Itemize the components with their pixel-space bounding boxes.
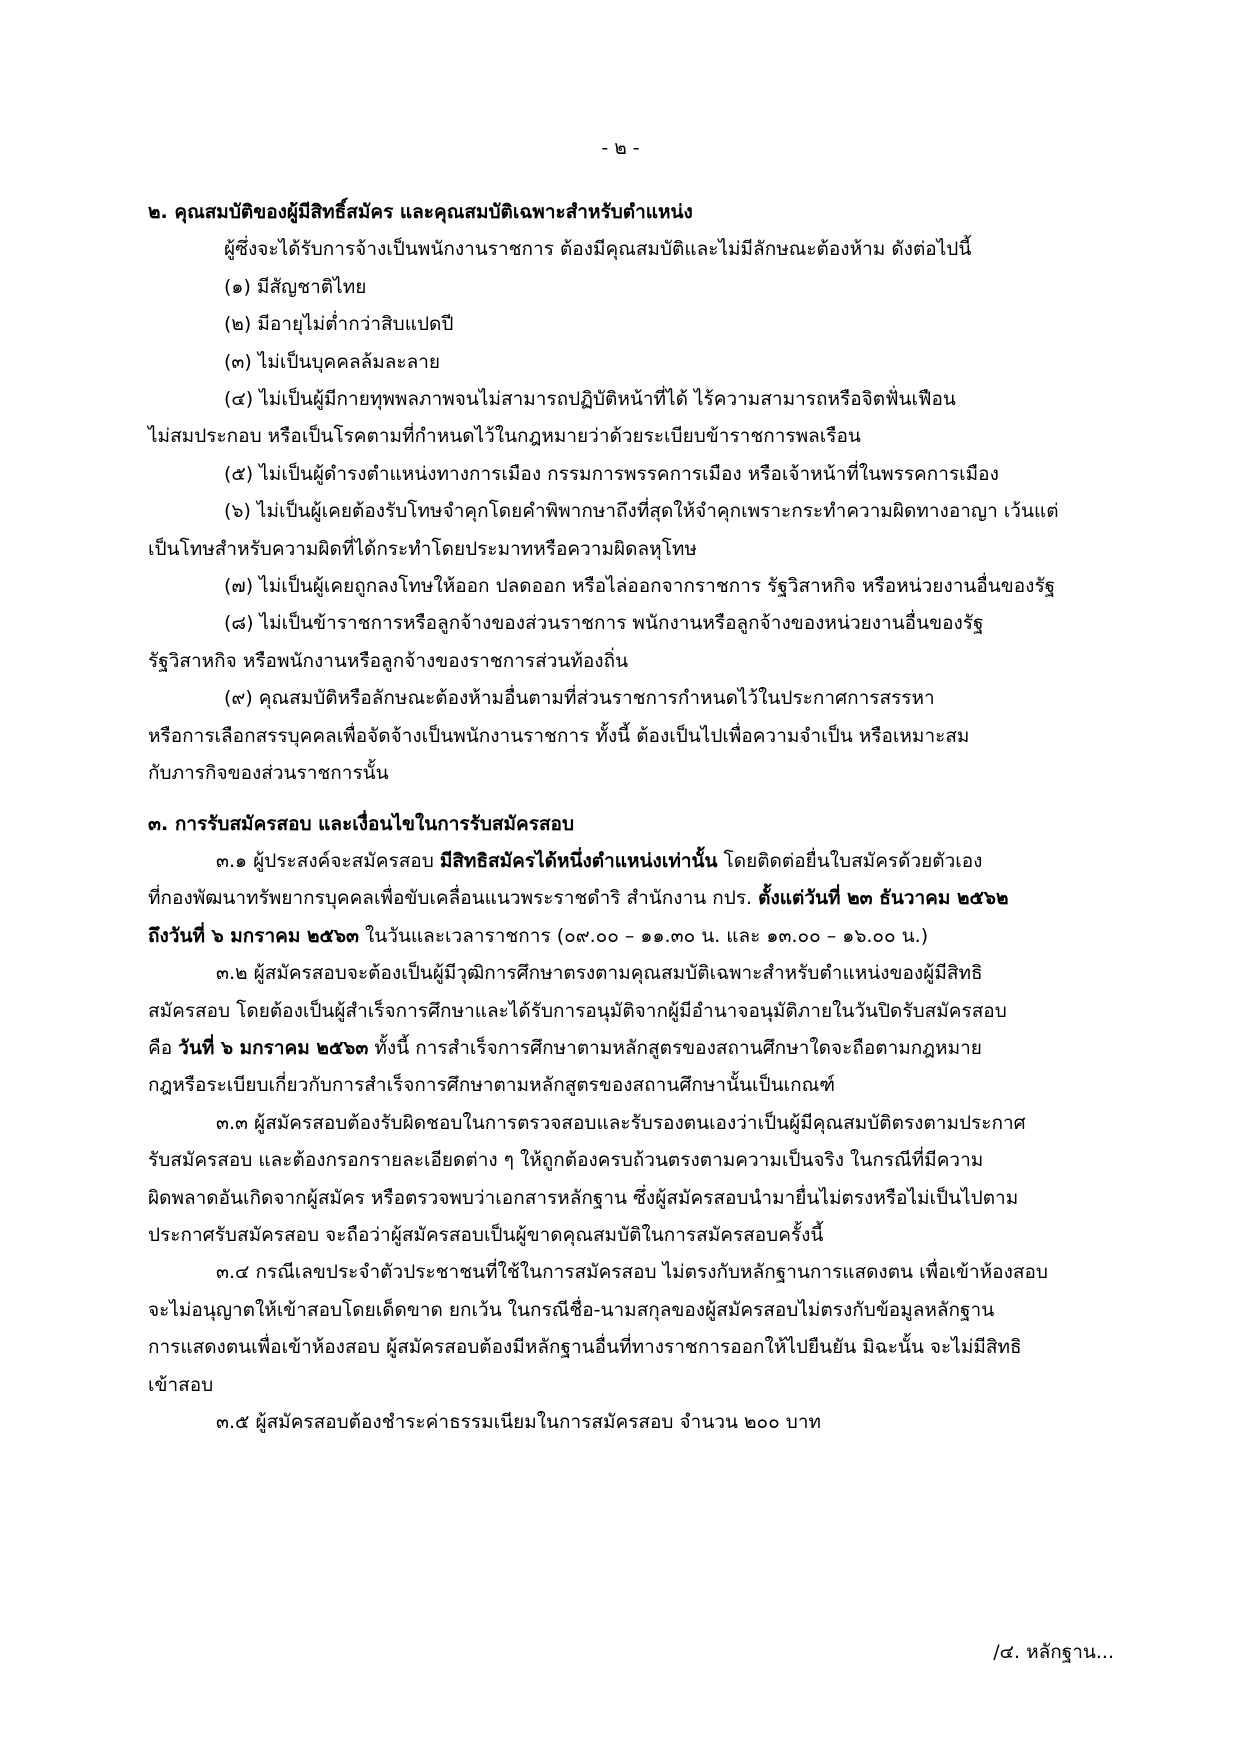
list-item: (๙) คุณสมบัติหรือลักษณะต้องห้ามอื่นตามที่ส่วนราชการกำหนดไว้ในประกาศการสรรหา — [224, 687, 935, 710]
list-item: (๗) ไม่เป็นผู้เคยถูกลงโทษให้ออก ปลดออก หรือไล่ออกจากราชการ รัฐวิสาหกิจ หรือหน่วยงานอื่นของรัฐ — [224, 575, 1056, 598]
text: ในวันและเวลาราชการ (๐๙.๐๐ – ๑๑.๓๐ น. และ ๑๓.๐๐ – ๑๖.๐๐ น.) — [358, 924, 929, 947]
list-item: (๓) ไม่เป็นบุคคลล้มละลาย — [224, 350, 441, 373]
list-item-continuation: เป็นโทษสำหรับความผิดที่ได้กระทำโดยประมาทหรือความผิดลหุโทษ — [148, 537, 697, 560]
paragraph-3-2-line: กฎหรือระเบียบเกี่ยวกับการสำเร็จการศึกษาตามหลักสูตรของสถานศึกษานั้นเป็นเกณฑ์ — [148, 1074, 835, 1097]
list-item-continuation: ไม่สมประกอบ หรือเป็นโรคตามที่กำหนดไว้ในกฎหมายว่าด้วยระเบียบข้าราชการพลเรือน — [148, 425, 861, 448]
text: ๓.๑ ผู้ประสงค์จะสมัครสอบ — [216, 849, 440, 872]
paragraph-3-2: ๓.๒ ผู้สมัครสอบจะต้องเป็นผู้มีวุฒิการศึกษาตรงตามคุณสมบัติเฉพาะสำหรับตำแหน่งของผู้มีสิทธิ — [216, 962, 983, 985]
list-item-continuation: รัฐวิสาหกิจ หรือพนักงานหรือลูกจ้างของราชการส่วนท้องถิ่น — [148, 649, 629, 672]
list-item: (๘) ไม่เป็นข้าราชการหรือลูกจ้างของส่วนราชการ พนักงานหรือลูกจ้างของหน่วยงานอื่นของรัฐ — [224, 612, 984, 635]
list-item: (๒) มีอายุไม่ต่ำกว่าสิบแปดปี — [224, 313, 454, 336]
paragraph-3-3-line: ประกาศรับสมัครสอบ จะถือว่าผู้สมัครสอบเป็นผู้ขาดคุณสมบัติในการสมัครสอบครั้งนี้ — [148, 1223, 824, 1246]
text: ที่กองพัฒนาทรัพยากรบุคคลเพื่อขับเคลื่อนแนวพระราชดำริ สำนักงาน กปร. — [148, 887, 759, 910]
emphasis-text: มีสิทธิสมัครได้หนึ่งตำแหน่งเท่านั้น — [439, 849, 718, 872]
paragraph-3-4: ๓.๔ กรณีเลขประจำตัวประชาชนที่ใช้ในการสมัครสอบ ไม่ตรงกับหลักฐานการแสดงตน เพื่อเข้าห้องสอบ — [216, 1261, 1048, 1284]
page-number: - ๒ - — [601, 137, 640, 159]
emphasis-text: วันที่ ๖ มกราคม ๒๕๖๓ — [178, 1036, 369, 1059]
paragraph-3-4-line: จะไม่อนุญาตให้เข้าสอบโดยเด็ดขาด ยกเว้น ในกรณีชื่อ-นามสกุลของผู้สมัครสอบไม่ตรงกับข้อมูลหลักฐาน — [148, 1298, 995, 1321]
paragraph-3-2-line — [148, 1030, 1120, 1067]
text: โดยติดต่อยื่นใบสมัครด้วยตัวเอง — [717, 849, 983, 872]
document-body — [148, 194, 1120, 1441]
list-item-continuation: กับภารกิจของส่วนราชการนั้น — [148, 762, 389, 785]
paragraph-3-3-line: รับสมัครสอบ และต้องกรอกรายละเอียดต่าง ๆ ให้ถูกต้องครบถ้วนตรงตามความเป็นจริง ในกรณีที่มีความ — [148, 1149, 984, 1172]
section-2-heading: ๒. คุณสมบัติของผู้มีสิทธิ์สมัคร และคุณสมบัติเฉพาะสำหรับตำแหน่ง — [148, 201, 693, 223]
paragraph-3-1-line — [148, 880, 1120, 917]
section-2-intro: ผู้ซึ่งจะได้รับการจ้างเป็นพนักงานราชการ ต้องมีคุณสมบัติและไม่มีลักษณะต้องห้าม ดังต่อไปนี้ — [224, 238, 972, 261]
paragraph-3-3: ๓.๓ ผู้สมัครสอบต้องรับผิดชอบในการตรวจสอบและรับรองตนเองว่าเป็นผู้มีคุณสมบัติตรงตามประกาศ — [216, 1111, 1026, 1134]
section-3-heading: ๓. การรับสมัครสอบ และเงื่อนไขในการรับสมัครสอบ — [148, 812, 575, 835]
text: ทั้งนี้ การสำเร็จการศึกษาตามหลักสูตรของสถานศึกษาใดจะถือตามกฎหมาย — [368, 1036, 982, 1059]
list-item-continuation: หรือการเลือกสรรบุคคลเพื่อจัดจ้างเป็นพนักงานราชการ ทั้งนี้ ต้องเป็นไปเพื่อความจำเป็น หรือเหมาะสม — [148, 724, 970, 747]
text: คือ — [148, 1036, 179, 1059]
paragraph-3-1-line — [148, 918, 1120, 955]
continuation-marker: /๔. หลักฐาน... — [993, 1641, 1114, 1663]
list-item: (๖) ไม่เป็นผู้เคยต้องรับโทษจำคุกโดยคำพิพากษาถึงที่สุดให้จำคุกเพราะกระทำความผิดทางอาญา เว้นแต่ — [224, 500, 1059, 523]
list-item: (๕) ไม่เป็นผู้ดำรงตำแหน่งทางการเมือง กรรมการพรรคการเมือง หรือเจ้าหน้าที่ในพรรคการเมือง — [224, 462, 999, 485]
paragraph-3-4-line: เข้าสอบ — [148, 1373, 214, 1396]
emphasis-text: ตั้งแต่วันที่ ๒๓ ธันวาคม ๒๕๖๒ — [758, 887, 1009, 910]
list-item: (๑) มีสัญชาติไทย — [224, 275, 367, 298]
list-item: (๔) ไม่เป็นผู้มีกายทุพพลภาพจนไม่สามารถปฏิบัติหน้าที่ได้ ไร้ความสามารถหรือจิตฟั่นเฟือน — [224, 388, 956, 411]
paragraph-3-1 — [148, 843, 1120, 880]
paragraph-3-5: ๓.๕ ผู้สมัครสอบต้องชำระค่าธรรมเนียมในการสมัครสอบ จำนวน ๒๐๐ บาท — [216, 1411, 822, 1433]
paragraph-3-2-line: สมัครสอบ โดยต้องเป็นผู้สำเร็จการศึกษาและได้รับการอนุมัติจากผู้มีอำนาจอนุมัติภายในวันปิดรับสมัครสอบ — [148, 999, 1007, 1022]
paragraph-3-3-line: ผิดพลาดอันเกิดจากผู้สมัคร หรือตรวจพบว่าเอกสารหลักฐาน ซึ่งผู้สมัครสอบนำมายื่นไม่ตรงหรือไม่เป็นไปตาม — [148, 1186, 1019, 1209]
paragraph-3-4-line: การแสดงตนเพื่อเข้าห้องสอบ ผู้สมัครสอบต้องมีหลักฐานอื่นที่ทางราชการออกให้ไปยืนยัน มิฉะนั้น จะไม่มีสิทธิ — [148, 1336, 1022, 1359]
emphasis-text: ถึงวันที่ ๖ มกราคม ๒๕๖๓ — [148, 924, 359, 947]
